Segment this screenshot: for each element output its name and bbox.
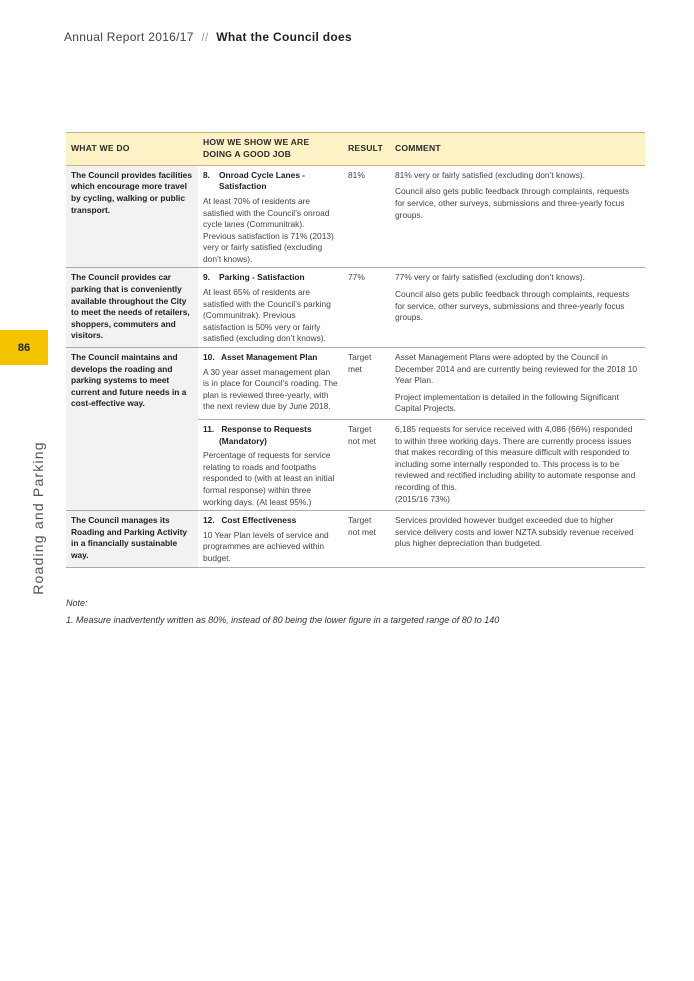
- section-title: What the Council does: [216, 30, 352, 44]
- table-row: [66, 511, 645, 567]
- comment-cell: [390, 165, 645, 268]
- measure-cell: [198, 348, 343, 420]
- comment-paragraph: 77% very or fairly satisfied (excluding don’t knows).: [395, 272, 585, 283]
- measure-title: 9. Parking - Satisfaction: [203, 272, 305, 283]
- note-item: 1. Measure inadvertently written as 80%, instead of 80 being the lower figure in a targeted range of 80 to 140: [66, 615, 500, 625]
- measure-cell: [198, 420, 343, 511]
- measure-description: At least 65% of residents are satisfied with the Council’s parking (Communitrak). Previous satisfaction is 50% very or fairly satisfied (excluding don’t knows).: [203, 287, 331, 344]
- comment-paragraph: Asset Management Plans were adopted by the Council in December 2014 and are currently being reviewed for the 2018 10 Year Plan.: [395, 352, 638, 386]
- column-header-measure: HOW WE SHOW WE ARE DOING A GOOD JOB: [198, 133, 343, 166]
- comment-paragraph: Services provided however budget exceeded due to higher service delivery costs and lower NZTA subsidy revenue received plus higher depreciation than budgeted.: [395, 515, 634, 549]
- measure-description: 10 Year Plan levels of service and programmes are achieved within budget.: [203, 529, 329, 563]
- result-cell: Target not met: [343, 511, 390, 567]
- comment-cell: [390, 420, 645, 511]
- column-header-result: RESULT: [343, 133, 390, 166]
- page-number-tab: [0, 330, 48, 365]
- note-title: Note:: [66, 598, 88, 608]
- table-row: [66, 165, 645, 268]
- header-separator: //: [201, 30, 209, 44]
- comment-paragraph: Council also gets public feedback through complaints, requests for service, other surveys, submissions and three-yearly focus groups.: [395, 186, 630, 220]
- measure-title: 12. Cost Effectiveness: [203, 515, 297, 526]
- table-header-row: [66, 133, 645, 166]
- comment-paragraph: Project implementation is detailed in the following Significant Capital Projects.: [395, 391, 619, 414]
- what-we-do-cell: The Council provides facilities which encourage more travel by cycling, walking or public transport.: [66, 165, 198, 268]
- measure-cell: [198, 165, 343, 268]
- measure-description: Percentage of requests for service relating to roads and footpaths responded to (with at least an initial formal response) within three working days. (At least 95%.): [203, 450, 335, 507]
- comment-cell: [390, 511, 645, 567]
- comment-paragraph: 81% very or fairly satisfied (excluding don’t knows).: [395, 169, 585, 180]
- measure-title: 11. Response to Requests (Mandatory): [203, 424, 312, 446]
- comment-paragraph: 6,185 requests for service received with 4,086 (66%) responded to within three working days. There are currently process issues that makes recording of this measure difficult with responded to including some internally responded to. This process is to be reviewed and rectified including ability to automate response and recording of this.: [395, 424, 636, 492]
- result-cell: Target met: [343, 348, 390, 420]
- side-section-label: Roading and Parking: [30, 441, 46, 595]
- measure-title: 8. Onroad Cycle Lanes - Satisfaction: [203, 169, 306, 192]
- column-header-what: WHAT WE DO: [66, 133, 198, 166]
- column-header-comment: COMMENT: [390, 133, 645, 166]
- result-cell: 77%: [343, 268, 390, 348]
- comment-cell: [390, 268, 645, 348]
- what-we-do-cell: The Council provides car parking that is conveniently available throughout the City to meet the needs of retailers, shoppers, commuters and visitors.: [66, 268, 198, 348]
- what-we-do-cell: The Council maintains and develops the roading and parking systems to meet current and future needs in a cost-effective way.: [66, 348, 198, 511]
- performance-table: [66, 132, 645, 568]
- table-row: [66, 348, 645, 420]
- page-number: 86: [17, 341, 31, 354]
- comment-paragraph: (2015/16 73%): [395, 493, 450, 504]
- measure-description: A 30 year asset management plan is in place for Council’s roading. The plan is reviewed three-yearly, with the next review due by June 2018.: [203, 366, 338, 412]
- result-cell: 81%: [343, 165, 390, 268]
- running-header: [64, 30, 352, 44]
- measure-title: 10. Asset Management Plan: [203, 352, 318, 363]
- measure-cell: [198, 511, 343, 567]
- measure-description: At least 70% of residents are satisfied with the Council’s onroad cycle lanes (Communitrak). Previous satisfaction is 71% (2013) very or fairly satisfied (excluding don’t knows).: [203, 195, 334, 264]
- result-cell: Target not met: [343, 420, 390, 511]
- comment-paragraph: Council also gets public feedback through complaints, requests for service, other surveys, submissions and three-yearly focus groups.: [395, 289, 630, 323]
- what-we-do-cell: The Council manages its Roading and Parking Activity in a financially sustainable way.: [66, 511, 198, 567]
- report-title: Annual Report 2016/17: [64, 30, 194, 44]
- table-row: [66, 268, 645, 348]
- notes: [66, 598, 499, 625]
- measure-cell: [198, 268, 343, 348]
- comment-cell: [390, 348, 645, 420]
